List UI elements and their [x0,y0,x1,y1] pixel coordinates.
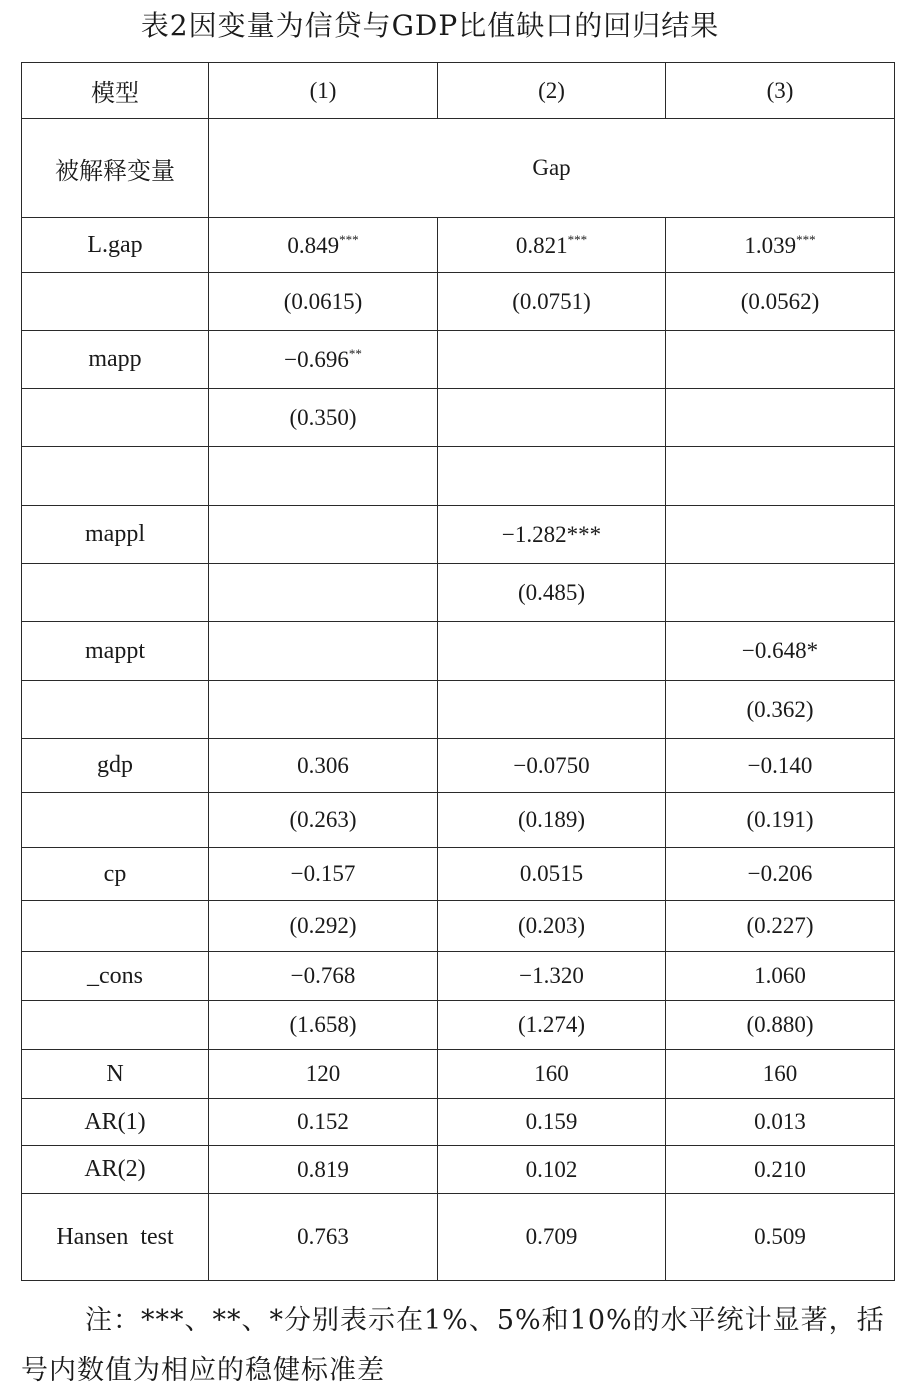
table-cell [438,739,666,793]
table-cell [209,564,438,622]
table-cell [666,506,895,564]
table-row [22,331,895,389]
table-cell [666,1001,895,1050]
cell-value: 0.709 [525,1224,578,1249]
table-row [22,793,895,848]
column-header: (1) [209,63,438,119]
table-title: 表2因变量为信贷与GDP比值缺口的回归结果 [140,9,720,42]
table-row [22,1099,895,1146]
table-cell [666,622,895,681]
table-cell [438,506,666,564]
table-cell [209,952,438,1001]
cell-value: (0.0562) [740,288,820,314]
cell-value: −1.320 [519,963,584,988]
table-cell [209,848,438,901]
cell-value: 0.849 [287,232,340,258]
cell-value: (0.292) [289,913,357,938]
cell-value: −0.140 [747,752,813,778]
row-label [22,793,209,848]
cell-value: 0.013 [754,1109,806,1134]
table-cell [209,1001,438,1050]
row-label: N [22,1050,209,1099]
cell-value: (0.189) [517,807,586,832]
row-label [22,1001,209,1050]
table-cell [666,1050,895,1099]
row-label [22,901,209,952]
cell-value: 1.060 [754,963,806,988]
cell-value: (0.362) [746,696,814,722]
row-label: AR(2) [22,1146,209,1194]
cell-value: (0.0615) [283,288,363,314]
cell-value: 0.509 [754,1224,806,1249]
table-cell [438,1146,666,1194]
table-cell [438,952,666,1001]
table-cell [438,218,666,273]
significance-stars: *** [567,231,588,247]
table-cell [666,1194,895,1281]
table-cell [666,952,895,1001]
table-cell [438,848,666,901]
cell-value: −0.157 [290,861,356,886]
cell-value: 160 [534,1061,569,1086]
table-cell [209,901,438,952]
column-header: (2) [438,63,666,119]
table-row [22,681,895,739]
table-cell [438,1050,666,1099]
cell-value: (1.274) [517,1012,586,1037]
table-cell [438,622,666,681]
row-label [22,447,209,506]
cell-value: −1.282*** [501,521,602,547]
table-cell [666,793,895,848]
table-row [22,848,895,901]
significance-stars: *** [796,231,816,247]
table-cell [209,1146,438,1194]
cell-value: 0.306 [297,752,349,778]
table-row [22,901,895,952]
table-cell [209,506,438,564]
table-row [22,739,895,793]
table-cell [438,1099,666,1146]
cell-value: 0.763 [297,1224,349,1249]
table-cell [438,564,666,622]
table-cell [438,447,666,506]
cell-value: (0.263) [289,807,357,832]
table-note: 注：***、**、*分别表示在1%、5%和10%的水平统计显著，括号内数值为相应的稳健标准差 [21,1305,885,1386]
table-row [22,1194,895,1281]
cell-value: 0.0515 [519,861,584,886]
table-row [22,1146,895,1194]
row-label: gdp [22,739,209,793]
cell-value: (0.227) [746,913,814,938]
table-row [22,506,895,564]
table-row [22,1001,895,1050]
table-cell [209,1099,438,1146]
table-row [22,447,895,506]
table-cell [438,793,666,848]
row-label [22,564,209,622]
row-label: Hansen test [22,1194,209,1281]
table-row [22,218,895,273]
table-cell [666,273,895,331]
significance-stars: *** [339,231,359,247]
cell-value: 0.152 [297,1109,349,1134]
table-cell [666,447,895,506]
cell-value: −0.206 [747,861,813,886]
cell-value: 1.039 [744,232,797,258]
table-cell [438,1194,666,1281]
cell-value: 0.210 [754,1156,806,1182]
table-row [22,564,895,622]
table-cell [438,331,666,389]
row-label [22,389,209,447]
table-row [22,1050,895,1099]
table-cell [666,1099,895,1146]
table-cell [209,681,438,739]
row-label: L.gap [22,218,209,273]
table-row [22,952,895,1001]
table-cell [438,1001,666,1050]
significance-stars: ** [348,346,362,361]
cell-value: (0.350) [289,404,357,430]
row-label: AR(1) [22,1099,209,1146]
cell-value: (1.658) [289,1012,357,1037]
table-cell [666,564,895,622]
table-cell [666,331,895,389]
table-cell [209,1194,438,1281]
row-label: mappt [22,622,209,681]
header-label: 模型 [22,63,209,119]
cell-value: (0.191) [746,807,814,832]
table-cell [438,273,666,331]
table-row [22,622,895,681]
cell-value: −0.648* [741,638,819,663]
table-row [22,389,895,447]
dependent-variable-value: Gap [209,119,895,218]
row-label: mapp [22,331,209,389]
dependent-variable-label: 被解释变量 [22,119,209,218]
cell-value: (0.880) [746,1012,814,1037]
table-cell [209,447,438,506]
table-row [22,273,895,331]
table-cell [209,793,438,848]
cell-value: (0.203) [517,913,586,938]
column-header: (3) [666,63,895,119]
table-cell [209,389,438,447]
dependent-variable-row [22,119,895,218]
table-cell [666,739,895,793]
table-cell [666,389,895,447]
row-label: _cons [22,952,209,1001]
row-label [22,681,209,739]
cell-value: (0.485) [517,579,586,605]
table-cell [209,1050,438,1099]
cell-value: 0.821 [515,232,568,258]
table-cell [438,389,666,447]
row-label: cp [22,848,209,901]
cell-value: −0.0750 [513,752,590,778]
table-cell [666,901,895,952]
cell-value: −0.768 [290,963,356,988]
table-cell [209,273,438,331]
row-label [22,273,209,331]
cell-value: 0.819 [297,1156,349,1182]
table-cell [666,848,895,901]
cell-value: 0.102 [525,1156,578,1182]
table-cell [666,681,895,739]
header-row [22,63,895,119]
table-cell [209,739,438,793]
cell-value: (0.0751) [512,288,591,314]
cell-value: −0.696 [284,347,349,372]
table-cell [438,681,666,739]
table-cell [209,622,438,681]
row-label: mappl [22,506,209,564]
regression-table [21,62,895,1281]
table-cell [666,1146,895,1194]
table-cell [209,331,438,389]
table-cell [209,218,438,273]
cell-value: 0.159 [525,1109,578,1134]
table-cell [666,218,895,273]
table-cell [438,901,666,952]
cell-value: 160 [762,1061,798,1086]
cell-value: 120 [305,1061,341,1086]
